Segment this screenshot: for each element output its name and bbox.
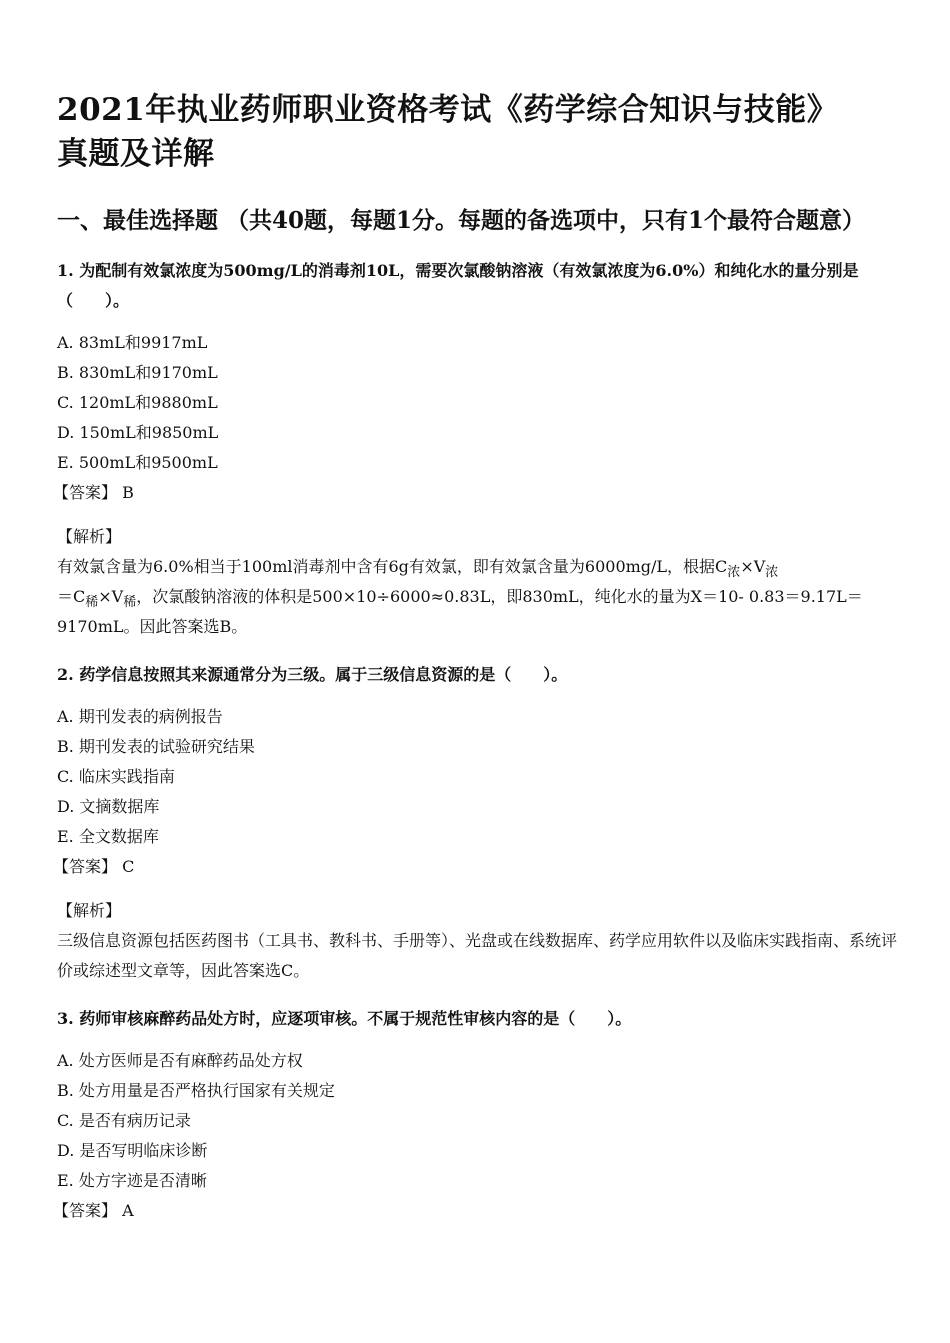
section-title: 一、最佳选择题 （共40题，每题1分。每题的备选项中，只有1个最符合题意） xyxy=(57,207,866,234)
question-3 xyxy=(53,1004,897,1226)
option-e: E. 500mL和9500mL xyxy=(57,453,218,472)
answer-label: 【答案】 xyxy=(53,1201,118,1220)
option-d: D. 150mL和9850mL xyxy=(57,423,219,442)
answer-label: 【答案】 xyxy=(53,857,118,876)
option-c: C. 是否有病历记录 xyxy=(57,1111,191,1130)
option-b: B. 处方用量是否严格执行国家有关规定 xyxy=(57,1081,335,1100)
question-stem: 3. 药师审核麻醉药品处方时，应逐项审核。不属于规范性审核内容的是（ ）。 xyxy=(57,1009,632,1028)
question-1 xyxy=(53,256,897,642)
document-title: 2021年执业药师职业资格考试《药学综合知识与技能》真题及详解 xyxy=(57,92,839,172)
option-b: B. 830mL和9170mL xyxy=(57,363,218,382)
option-e: E. 全文数据库 xyxy=(57,827,159,846)
option-a: A. 期刊发表的病例报告 xyxy=(57,707,223,726)
option-b: B. 期刊发表的试验研究结果 xyxy=(57,737,255,756)
option-e: E. 处方字迹是否清晰 xyxy=(57,1171,207,1190)
analysis-label: 【解析】 xyxy=(57,527,122,546)
analysis-text: 有效氯含量为6.0%相当于100ml消毒剂中含有6g有效氯，即有效氯含量为6000mg/L，根据$C_浓\times V_浓$ $=C_稀\times V_稀$，次氯酸钠溶液的体积是500×10÷6000≈0.83L，即830mL，纯化水的量为X＝10- 0.83＝9.17L＝9170mL。因此答案选B。 xyxy=(57,557,863,636)
answer-line xyxy=(53,852,897,882)
question-stem: 1. 为配制有效氯浓度为500mg/L的消毒剂10L，需要次氯酸钠溶液（有效氯浓度为6.0%）和纯化水的量分别是（ ）。 xyxy=(57,261,859,310)
option-c: C. 临床实践指南 xyxy=(57,767,175,786)
analysis-label: 【解析】 xyxy=(57,901,122,920)
answer-line xyxy=(53,1196,897,1226)
option-d: D. 文摘数据库 xyxy=(57,797,160,816)
answer-label: 【答案】 xyxy=(53,483,118,502)
answer-value: C xyxy=(122,857,135,876)
option-a: A. 83mL和9917mL xyxy=(57,333,208,352)
answer-line xyxy=(53,478,897,508)
option-d: D. 是否写明临床诊断 xyxy=(57,1141,208,1160)
analysis-text: 三级信息资源包括医药图书（工具书、教科书、手册等）、光盘或在线数据库、药学应用软件以及临床实践指南、系统评价或综述型文章等，因此答案选C。 xyxy=(57,931,898,980)
analysis-heading xyxy=(57,896,897,926)
option-c: C. 120mL和9880mL xyxy=(57,393,218,412)
question-stem: 2. 药学信息按照其来源通常分为三级。属于三级信息资源的是（ ）。 xyxy=(57,665,568,684)
answer-value: B xyxy=(122,483,134,502)
analysis-heading xyxy=(57,522,897,552)
document-page xyxy=(53,88,898,1226)
question-2 xyxy=(53,660,898,986)
answer-value: A xyxy=(122,1201,134,1220)
option-a: A. 处方医师是否有麻醉药品处方权 xyxy=(57,1051,303,1070)
